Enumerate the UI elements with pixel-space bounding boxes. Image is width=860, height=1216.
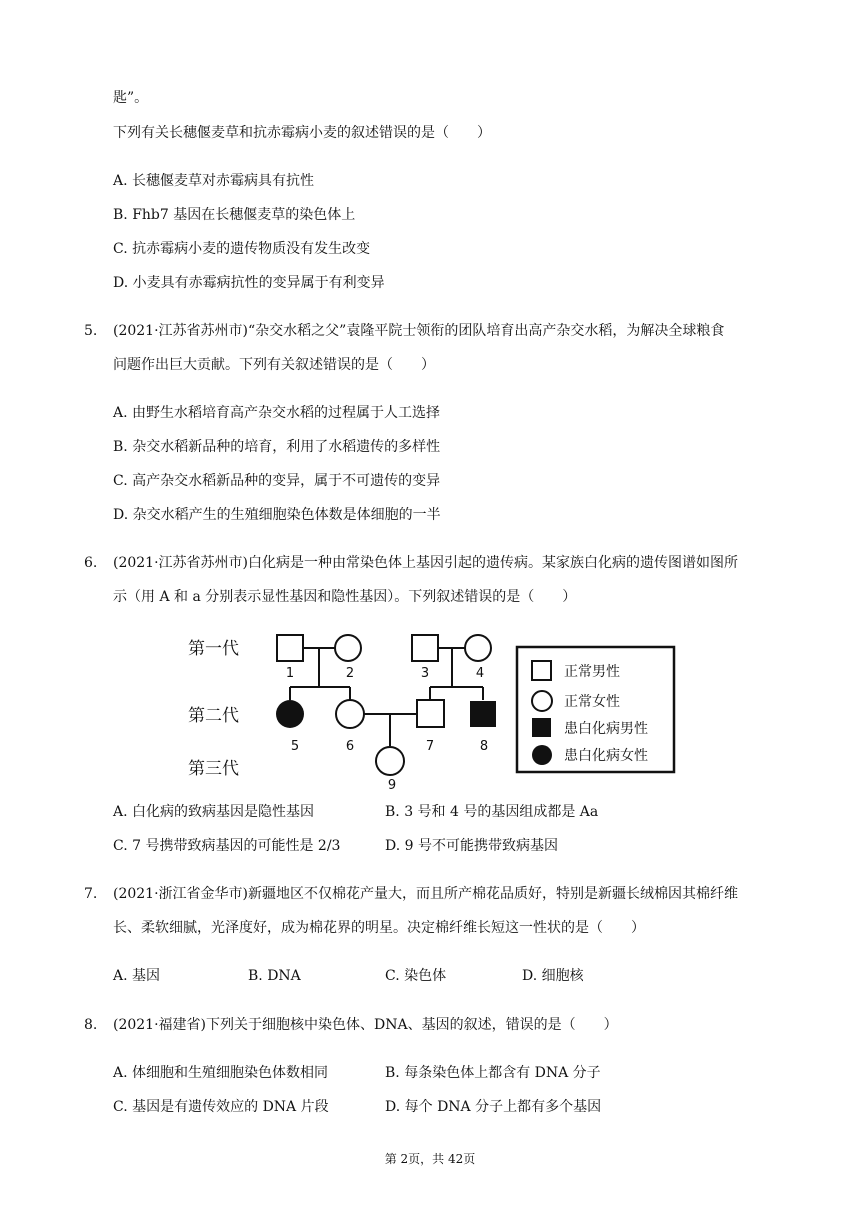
question-number: 5. [84, 323, 98, 339]
individual-1-normal-male [277, 635, 303, 661]
individual-8-affected-male [470, 701, 496, 727]
id-label: 6 [345, 739, 355, 754]
id-label: 9 [387, 778, 397, 790]
option-c: C. 基因是有遗传效应的 DNA 片段 [113, 1099, 329, 1115]
individual-6-normal-female [336, 700, 364, 728]
option-a: A. 体细胞和生殖细胞染色体数相同 [113, 1065, 329, 1081]
option-c: C. 染色体 [385, 968, 447, 984]
option-a: A. 白化病的致病基因是隐性基因 [113, 804, 315, 820]
legend-label: 患白化病女性 [564, 748, 648, 764]
question-number: 7. [84, 886, 98, 902]
legend-label: 正常男性 [564, 664, 620, 680]
question-number: 6. [84, 555, 98, 571]
question-stem: (2021·浙江省金华市)新疆地区不仅棉花产量大，而且所产棉花品质好，特别是新疆长绒棉因其棉纤维 [113, 886, 739, 902]
option-b: B. DNA [248, 968, 301, 984]
id-label: 5 [290, 739, 300, 754]
option-a: A. 由野生水稻培育高产杂交水稻的过程属于人工选择 [113, 405, 441, 421]
option-d: D. 小麦具有赤霉病抗性的变异属于有利变异 [113, 275, 385, 291]
option-b: B. 杂交水稻新品种的培育，利用了水稻遗传的多样性 [113, 439, 441, 455]
id-label: 2 [345, 666, 355, 681]
question-stem: (2021·江苏省苏州市)白化病是一种由常染色体上基因引起的遗传病。某家族白化病的遗传图谱如图所 [113, 555, 739, 571]
question-number: 8. [84, 1017, 98, 1033]
option-d: D. 9 号不可能携带致病基因 [385, 838, 558, 854]
individual-2-normal-female [335, 635, 361, 661]
generation-2-label: 第二代 [188, 706, 239, 726]
legend-normal-male-icon [532, 661, 551, 680]
individual-4-normal-female [465, 635, 491, 661]
continued-text: 匙”。 [113, 90, 149, 106]
id-label: 1 [285, 666, 295, 681]
question-stem-cont: 问题作出巨大贡献。下列有关叙述错误的是（ ） [113, 357, 435, 373]
id-label: 8 [479, 739, 489, 754]
individual-9-normal-female [376, 747, 404, 775]
legend-affected-female-icon [532, 745, 552, 765]
generation-3-label: 第三代 [188, 759, 239, 779]
option-a: A. 长穗偃麦草对赤霉病具有抗性 [113, 173, 315, 189]
page-footer: 第 2页，共 42页 [384, 1152, 476, 1166]
generation-1-label: 第一代 [188, 639, 239, 659]
question-stem: (2021·福建省)下列关于细胞核中染色体、DNA、基因的叙述，错误的是（ ） [113, 1017, 618, 1033]
legend-affected-male-icon [532, 718, 551, 737]
question-stem-cont: 示（用 A 和 a 分别表示显性基因和隐性基因）。下列叙述错误的是（ ） [113, 589, 577, 605]
option-b: B. 3 号和 4 号的基因组成都是 Aa [385, 804, 599, 820]
option-b: B. Fhb7 基因在长穗偃麦草的染色体上 [113, 207, 356, 223]
legend-label: 患白化病男性 [564, 721, 648, 737]
option-d: D. 每个 DNA 分子上都有多个基因 [385, 1099, 602, 1115]
individual-3-normal-male [412, 635, 438, 661]
option-a: A. 基因 [113, 968, 161, 984]
option-c: C. 7 号携带致病基因的可能性是 2/3 [113, 838, 341, 854]
option-b: B. 每条染色体上都含有 DNA 分子 [385, 1065, 601, 1081]
id-label: 3 [420, 666, 430, 681]
id-label: 7 [425, 739, 435, 754]
individual-7-normal-male [417, 700, 444, 727]
option-c: C. 抗赤霉病小麦的遗传物质没有发生改变 [113, 241, 371, 257]
legend-normal-female-icon [532, 691, 552, 711]
id-label: 4 [475, 666, 485, 681]
legend-label: 正常女性 [564, 694, 620, 710]
option-c: C. 高产杂交水稻新品种的变异，属于不可遗传的变异 [113, 473, 441, 489]
option-d: D. 细胞核 [522, 968, 584, 984]
question-stem: (2021·江苏省苏州市)“杂交水稻之父”袁隆平院士领衔的团队培育出高产杂交水稻，为解决全球粮食 [113, 323, 725, 339]
question-stem: 下列有关长穗偃麦草和抗赤霉病小麦的叙述错误的是（ ） [113, 125, 491, 141]
pedigree-diagram [180, 625, 700, 790]
option-d: D. 杂交水稻产生的生殖细胞染色体数是体细胞的一半 [113, 507, 441, 523]
individual-5-affected-female [276, 700, 304, 728]
question-stem-cont: 长、柔软细腻，光泽度好，成为棉花界的明星。决定棉纤维长短这一性状的是（ ） [113, 920, 645, 936]
